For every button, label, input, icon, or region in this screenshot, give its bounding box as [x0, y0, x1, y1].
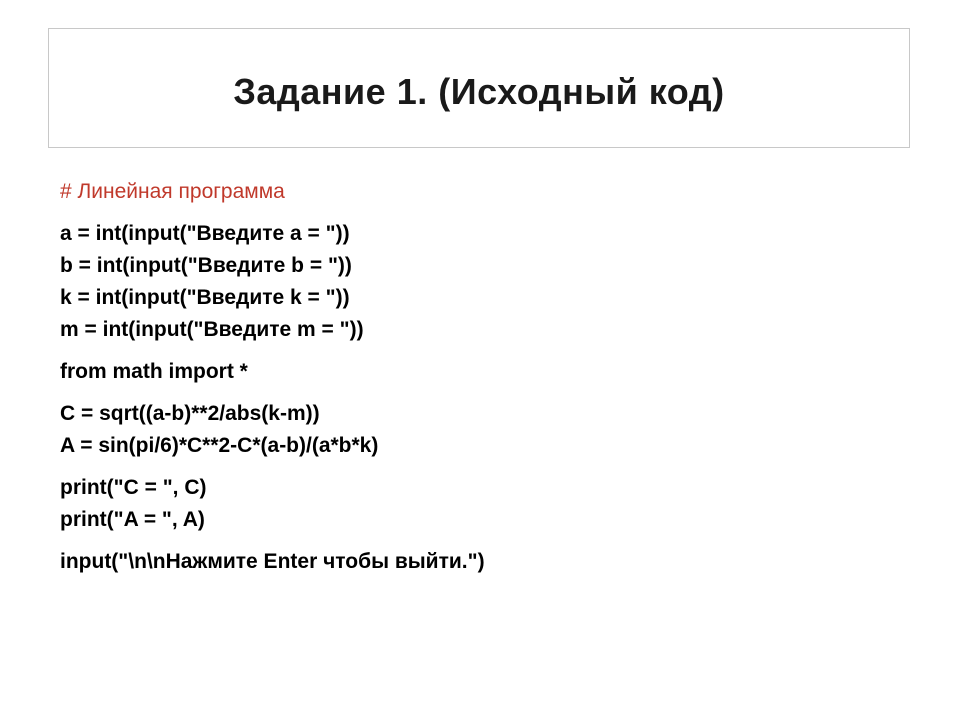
code-block — [60, 176, 900, 588]
code-line: b = int(input("Введите b = ")) — [60, 254, 352, 277]
code-line: input("\n\nНажмите Enter чтобы выйти.") — [60, 550, 485, 573]
code-comment: # Линейная программа — [60, 180, 285, 203]
code-line: A = sin(pi/6)*C**2-C*(a-b)/(a*b*k) — [60, 434, 379, 457]
code-line: m = int(input("Введите m = ")) — [60, 318, 364, 341]
code-group-exit — [60, 546, 900, 578]
code-line: k = int(input("Введите k = ")) — [60, 286, 350, 309]
slide-title: Задание 1. (Исходный код) — [233, 71, 725, 112]
slide-title-box — [48, 28, 910, 148]
code-line: C = sqrt((a-b)**2/abs(k-m)) — [60, 402, 320, 425]
code-line: from math import * — [60, 360, 248, 383]
code-line: print("C = ", C) — [60, 476, 207, 499]
code-line: a = int(input("Введите a = ")) — [60, 222, 350, 245]
code-group-import — [60, 356, 900, 388]
code-line: print("A = ", A) — [60, 508, 205, 531]
code-group-calculations — [60, 398, 900, 462]
code-group-output — [60, 472, 900, 536]
code-group-inputs — [60, 218, 900, 346]
